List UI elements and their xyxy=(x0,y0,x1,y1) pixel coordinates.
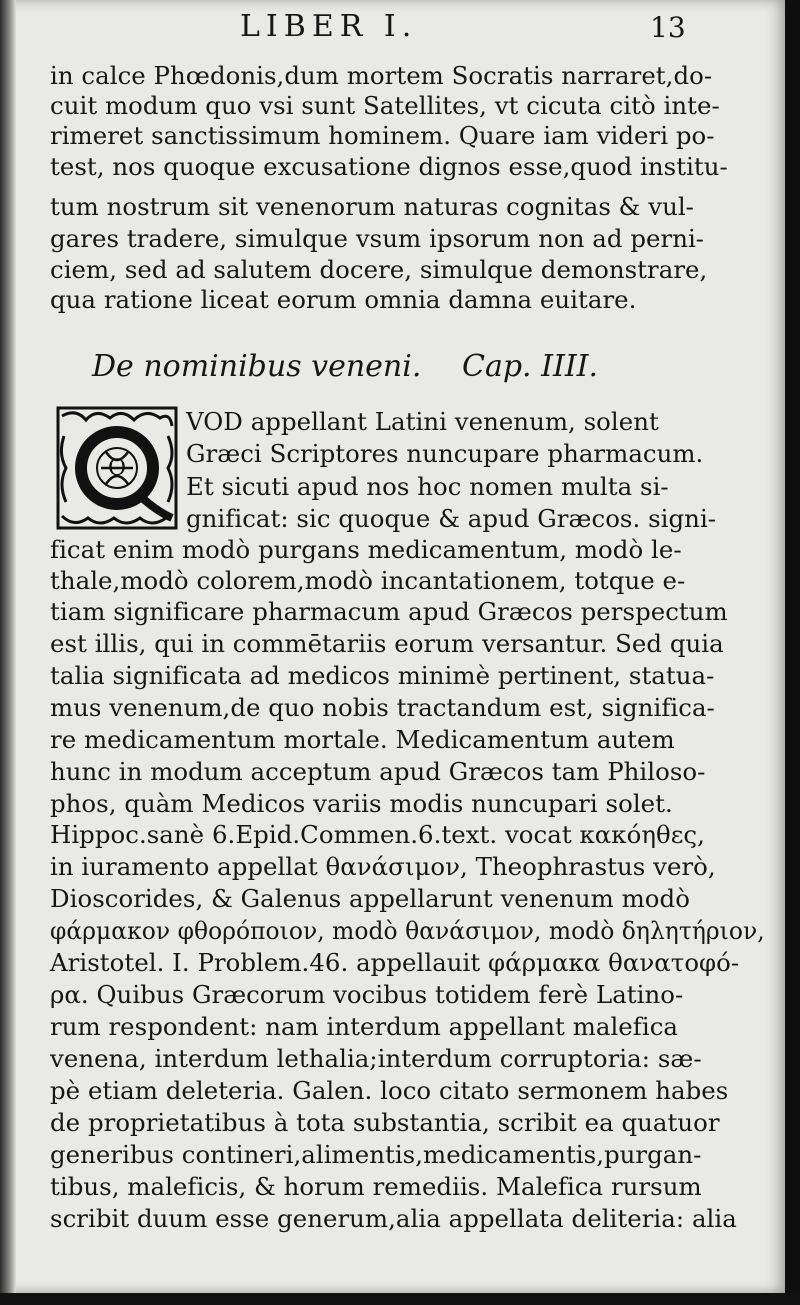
text-line: in iuramento appellat θανάσιμον, Theophrastus verò, xyxy=(50,852,716,881)
text-line: tiam significare pharmacum apud Græcos perspectum xyxy=(50,597,728,626)
text-line: gnificat: sic quoque & apud Græcos. signi- xyxy=(186,504,717,533)
text-line: test, nos quoque excusatione dignos esse,quod institu- xyxy=(50,152,728,181)
text-line: Aristotel. I. Problem.46. appellauit φάρμακα θανατοφό- xyxy=(50,948,740,977)
page-number: 13 xyxy=(650,11,686,44)
text-line: Dioscorides, & Galenus appellarunt venenum modò xyxy=(50,884,690,913)
text-line: rimeret sanctissimum hominem. Quare iam videri po- xyxy=(50,121,715,150)
text-line: mus venenum,de quo nobis tractandum est, significa- xyxy=(50,693,715,722)
text-line: ciem, sed ad salutem docere, simulque demonstrare, xyxy=(50,255,708,284)
text-line: ficat enim modò purgans medicamentum, modò le- xyxy=(50,535,682,564)
page-gutter-shadow xyxy=(0,0,16,1295)
svg-text:Q: Q xyxy=(107,456,127,481)
text-line: VOD appellant Latini venenum, solent xyxy=(186,407,659,436)
chapter-title: De nominibus veneni. xyxy=(92,349,422,384)
ornamental-drop-cap-q xyxy=(56,406,178,530)
scan-border-right xyxy=(785,0,800,1305)
text-line: talia significata ad medicos minimè pertinent, statua- xyxy=(50,661,715,690)
text-line: phos, quàm Medicos variis modis nuncupari solet. xyxy=(50,789,673,818)
text-line: cuit modum quo vsi sunt Satellites, vt cicuta citò inte- xyxy=(50,91,720,120)
text-line: ρα. Quibus Græcorum vocibus totidem ferè Latino- xyxy=(50,980,684,1009)
text-line: hunc in modum acceptum apud Græcos tam Philoso- xyxy=(50,757,706,786)
text-line: Et sicuti apud nos hoc nomen multa si- xyxy=(186,472,669,501)
running-header-title: LIBER I. xyxy=(240,9,418,44)
text-line: de proprietatibus à tota substantia, scribit ea quatuor xyxy=(50,1108,720,1137)
text-line: pè etiam deleteria. Galen. loco citato sermonem habes xyxy=(50,1076,729,1105)
text-line: tibus, maleficis, & horum remediis. Malefica rursum xyxy=(50,1172,702,1201)
text-line: gares tradere, simulque vsum ipsorum non ad perni- xyxy=(50,224,705,253)
text-line: thale,modò colorem,modò incantationem, totque e- xyxy=(50,566,686,595)
text-line: venena, interdum lethalia;interdum corruptoria: sæ- xyxy=(50,1044,702,1073)
text-line: in calce Phœdonis,dum mortem Socratis narraret,do- xyxy=(50,61,713,90)
text-line: re medicamentum mortale. Medicamentum autem xyxy=(50,725,675,754)
scan-border-bottom xyxy=(0,1293,800,1305)
text-line: generibus contineri,alimentis,medicamentis,purgan- xyxy=(50,1140,702,1169)
text-line: tum nostrum sit venenorum naturas cognitas & vul- xyxy=(50,192,694,221)
text-line: scribit duum esse generum,alia appellata deliteria: alia xyxy=(50,1204,737,1233)
text-line: est illis, qui in commētariis eorum versantur. Sed quia xyxy=(50,629,724,658)
text-line: rum respondent: nam interdum appellant malefica xyxy=(50,1012,679,1041)
text-line: qua ratione liceat eorum omnia damna euitare. xyxy=(50,285,637,314)
text-line: Hippoc.sanè 6.Epid.Commen.6.text. vocat κακόηθες, xyxy=(50,820,705,849)
text-line: φάρμακον φθορόποιον, modò θανάσιμον, modò δηλητήριον, xyxy=(50,916,765,945)
chapter-number: Cap. IIII. xyxy=(462,349,599,384)
text-line: Græci Scriptores nuncupare pharmacum. xyxy=(186,439,704,468)
